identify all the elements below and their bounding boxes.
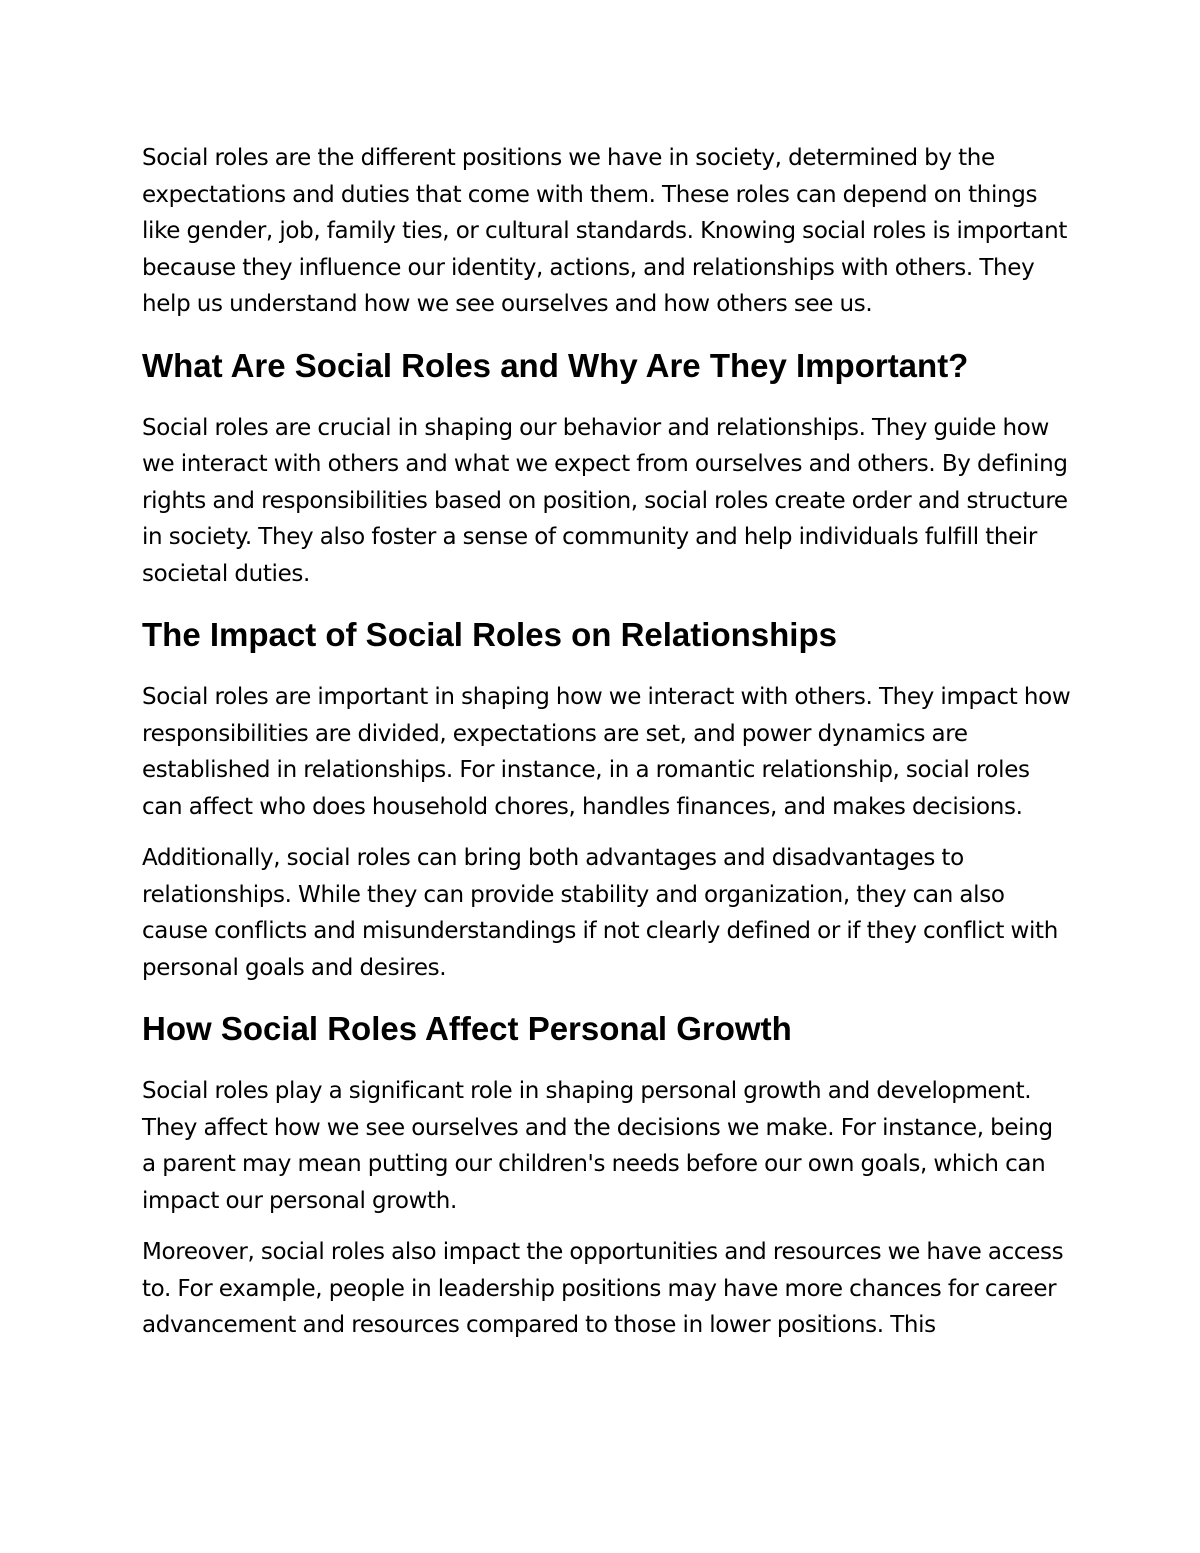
section-3-paragraph-1: Social roles play a significant role in shaping personal growth and development. They affect how we see ourselves and the decisions we make. For instance, being a parent may mean putting our children's needs before our own goals, which can impact our personal growth.	[142, 1078, 1053, 1214]
section-heading-what-are-social-roles: What Are Social Roles and Why Are They Important?	[142, 346, 969, 384]
section-heading-personal-growth: How Social Roles Affect Personal Growth	[142, 1010, 792, 1047]
document-body	[142, 140, 1072, 1359]
section-heading-impact-on-relationships: The Impact of Social Roles on Relationships	[142, 616, 837, 653]
section-2-paragraph-1: Social roles are important in shaping how we interact with others. They impact how responsibilities are divided, expectations are set, and power dynamics are established in relationships. For instance, in a romantic relationship, social roles can affect who does household chores, handles finances, and makes decisions.	[142, 684, 1071, 820]
section-3-paragraph-2: Moreover, social roles also impact the opportunities and resources we have access to. For example, people in leadership positions may have more chances for career advancement and resources compared to those in lower positions. This	[142, 1239, 1064, 1338]
section-2-paragraph-2: Additionally, social roles can bring both advantages and disadvantages to relationships. While they can provide stability and organization, they can also cause conflicts and misunderstandings if not clearly defined or if they conflict with personal goals and desires.	[142, 845, 1058, 981]
intro-paragraph: Social roles are the different positions we have in society, determined by the expectations and duties that come with them. These roles can depend on things like gender, job, family ties, or cultural standards. Knowing social roles is important because they influence our identity, actions, and relationships with others. They help us understand how we see ourselves and how others see us.	[142, 145, 1067, 317]
section-1-paragraph-1: Social roles are crucial in shaping our behavior and relationships. They guide how we interact with others and what we expect from ourselves and others. By defining rights and responsibilities based on position, social roles create order and structure in society. They also foster a sense of community and help individuals fulfill their societal duties.	[142, 414, 1068, 587]
